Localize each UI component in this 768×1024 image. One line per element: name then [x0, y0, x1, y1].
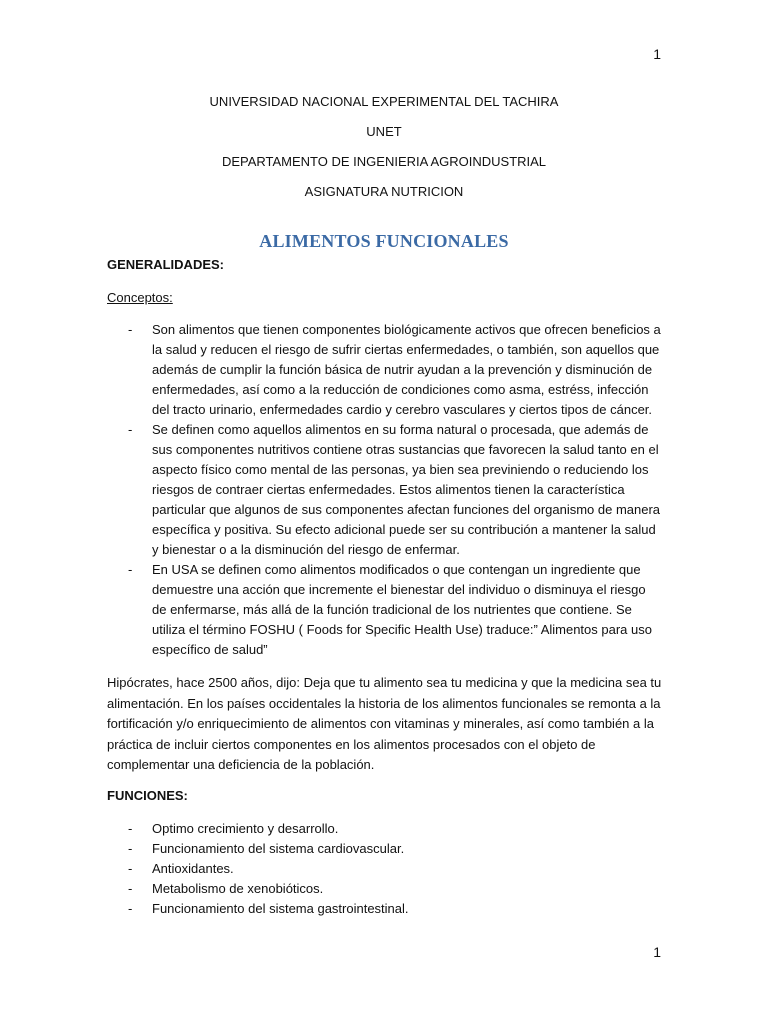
- functions-list: [107, 819, 663, 919]
- bullet-dash: -: [128, 861, 133, 876]
- department-name: DEPARTAMENTO DE INGENIERIA AGROINDUSTRIAL: [221, 154, 547, 169]
- list-item: [107, 320, 663, 420]
- list-item: [107, 560, 663, 660]
- list-item-text: Se definen como aquellos alimentos en su forma natural o procesada, que además de sus componentes nutritivos contiene otras sustancias que favorecen la salud tanto en el aspecto físico como mental de las personas, ya bien sea previniendo o reduciendo los riesgos de contraer ciertas enfermedades. Estos alimentos tienen la característica particular que algunos de sus componentes afectan funciones del organismo de manera específica y positiva. Su efecto adicional puede ser su contribución a mantener la salud y bienestar o a la disminución del riesgo de enfermar.: [152, 422, 661, 557]
- concepts-list: [107, 320, 663, 660]
- institution-header: [0, 93, 768, 213]
- bullet-dash: -: [128, 422, 133, 437]
- list-item-text: Optimo crecimiento y desarrollo.: [152, 821, 339, 836]
- university-acronym: UNET: [366, 124, 402, 139]
- bullet-dash: -: [128, 562, 133, 577]
- list-item-text: Son alimentos que tienen componentes biológicamente activos que ofrecen beneficios a la salud y reducen el riesgo de sufrir ciertas enfermedades, o también, son aquellos que además de cumplir la función básica de nutrir ayudan a la prevención y disminución de enfermedades, así como a la reducción de condiciones como asma, estréss, infección del tracto urinario, enfermedades cardio y cerebro vasculares y ciertos tipos de cáncer.: [152, 322, 661, 417]
- list-item: [107, 420, 663, 560]
- list-item: [107, 819, 663, 839]
- course-name: ASIGNATURA NUTRICION: [304, 184, 464, 199]
- bullet-dash: -: [128, 322, 133, 337]
- bullet-dash: -: [128, 821, 133, 836]
- subheading-conceptos: Conceptos:: [107, 290, 173, 305]
- list-item-text: Antioxidantes.: [152, 861, 234, 876]
- bullet-dash: -: [128, 901, 133, 916]
- list-item: [107, 899, 663, 919]
- hipocrates-paragraph: Hipócrates, hace 2500 años, dijo: Deja que tu alimento sea tu medicina y que la medicina sea tu alimentación. En los países occidentales la historia de los alimentos funcionales se remonta a la fortificación y/o enriquecimiento de alimentos con vitaminas y minerales, así como también a la práctica de incluir ciertos componentes en los alimentos procesados con el objeto de complementar una deficiencia de la población.: [107, 675, 662, 772]
- section-heading-generalidades: GENERALIDADES:: [107, 257, 225, 272]
- list-item-text: Funcionamiento del sistema cardiovascular.: [152, 841, 405, 856]
- bullet-dash: -: [128, 881, 133, 896]
- list-item: [107, 859, 663, 879]
- bullet-dash: -: [128, 841, 133, 856]
- list-item-text: Funcionamiento del sistema gastrointestinal.: [152, 901, 409, 916]
- list-item: [107, 879, 663, 899]
- page-number-bottom: 1: [653, 944, 661, 960]
- document-title: ALIMENTOS FUNCIONALES: [259, 231, 509, 251]
- list-item-text: En USA se definen como alimentos modificados o que contengan un ingrediente que demuestre una acción que incremente el bienestar del individuo o disminuya el riesgo de enfermarse, más allá de la función tradicional de los nutrientes que contiene. Se utiliza el término FOSHU ( Foods for Specific Health Use) traduce:” Alimentos para uso específico de salud”: [152, 562, 652, 657]
- university-name: UNIVERSIDAD NACIONAL EXPERIMENTAL DEL TACHIRA: [209, 94, 559, 109]
- list-item: [107, 839, 663, 859]
- section-heading-funciones: FUNCIONES:: [107, 788, 188, 803]
- page-number-top: 1: [653, 46, 661, 62]
- list-item-text: Metabolismo de xenobióticos.: [152, 881, 324, 896]
